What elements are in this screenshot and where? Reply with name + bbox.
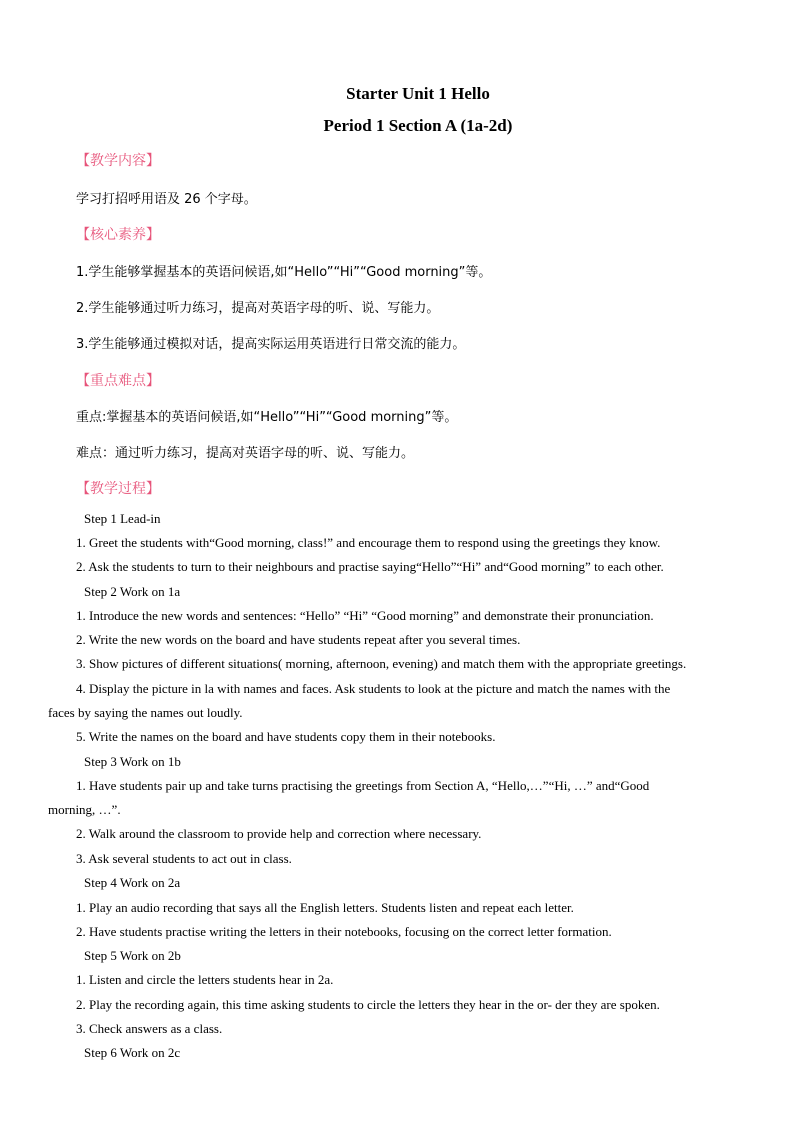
process-line: faces by saying the names out loudly.	[48, 705, 243, 720]
process-line: 3. Ask several students to act out in class.	[76, 851, 292, 866]
process-line: morning, …”.	[48, 802, 121, 817]
process-line: 5. Write the names on the board and have students copy them in their notebooks.	[76, 729, 496, 744]
step-line: Step 6 Work on 2c	[84, 1045, 181, 1060]
process-heading: 【教学过程】	[76, 481, 160, 497]
difficult-point: 难点：通过听力练习，提高对英语字母的听、说、写能力。	[76, 446, 415, 461]
process-line: 4. Display the picture in la with names and faces. Ask students to look at the picture and match the names with the	[76, 681, 671, 696]
process-line: 1. Have students pair up and take turns practising the greetings from Section A, “Hello,…”“Hi, …” and“Good	[76, 778, 650, 793]
process-line: 1. Introduce the new words and sentences: “Hello” “Hi” “Good morning” and demonstrate their pronunciation.	[76, 608, 654, 623]
process-line: 3. Show pictures of different situations( morning, afternoon, evening) and match them with the appropriate greetings.	[76, 656, 687, 671]
step-line: Step 5 Work on 2b	[84, 948, 181, 963]
step-line: Step 2 Work on 1a	[84, 584, 181, 599]
literacy-item-1: 1.学生能够掌握基本的英语问候语,如“Hello”“Hi”“Good morning”等。	[76, 265, 492, 280]
process-line: 2. Play the recording again, this time asking students to circle the letters they hear in the or- der they are spoken.	[76, 997, 660, 1012]
step-line: Step 1 Lead-in	[84, 511, 161, 526]
process-line: 2. Walk around the classroom to provide help and correction where necessary.	[76, 826, 482, 841]
literacy-item-2: 2.学生能够通过听力练习，提高对英语字母的听、说、写能力。	[76, 301, 440, 316]
step-line: Step 3 Work on 1b	[84, 754, 181, 769]
process-line: 2. Write the new words on the board and have students repeat after you several times.	[76, 632, 521, 647]
process-line: 2. Have students practise writing the letters in their notebooks, focusing on the correct letter formation.	[76, 924, 612, 939]
document-subtitle: Period 1 Section A (1a-2d)	[323, 116, 513, 135]
content-text: 学习打招呼用语及 26 个字母。	[76, 192, 257, 207]
keypoints-heading: 【重点难点】	[76, 373, 160, 389]
process-line: 3. Check answers as a class.	[76, 1021, 223, 1036]
document-title: Starter Unit 1 Hello	[346, 84, 490, 103]
process-line: 1. Greet the students with“Good morning, class!” and encourage them to respond using the greetings they know.	[76, 535, 661, 550]
process-line: 2. Ask the students to turn to their neighbours and practise saying“Hello”“Hi” and“Good morning” to each other.	[76, 559, 664, 574]
process-line: 1. Play an audio recording that says all the English letters. Students listen and repeat each letter.	[76, 900, 574, 915]
content-heading: 【教学内容】	[76, 153, 160, 169]
process-line: 1. Listen and circle the letters students hear in 2a.	[76, 972, 334, 987]
literacy-item-3: 3.学生能够通过模拟对话，提高实际运用英语进行日常交流的能力。	[76, 337, 466, 352]
literacy-heading: 【核心素养】	[76, 227, 160, 243]
step-line: Step 4 Work on 2a	[84, 875, 181, 890]
key-point: 重点:掌握基本的英语问候语,如“Hello”“Hi”“Good morning”等。	[76, 410, 458, 425]
